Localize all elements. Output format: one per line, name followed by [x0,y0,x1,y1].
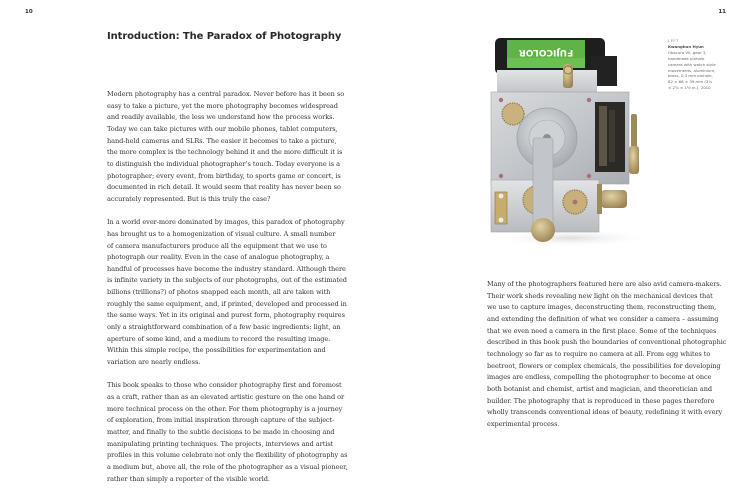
photo-caption [668,38,740,91]
text-line: manipulating printing techniques. The projects, interviews and artist [107,439,334,448]
text-line: Modern photography has a central paradox. Never before has it been so [107,90,345,98]
text-line: variation are nearly endless. [107,358,201,367]
text-line: is infinite variety in the subjects of our photographs, out of the estimated [107,276,347,285]
paragraph [107,89,347,206]
text-line: photographer; every event, from birthday, to sports game or concert, is [107,171,341,180]
caption-artist-name: Kwanghun Hyun [668,43,704,49]
page-number-right: 11 [718,9,726,15]
text-line: matter, and finally to the subtle decisions to be made in choosing and [107,428,335,436]
left-page [0,0,375,487]
text-line: handful of processes have become the industry standard. Although there [107,264,346,273]
text-line: photograph our reality. Even in the case of analogue photography, a [107,253,330,262]
caption-position-label: LEFT [668,38,679,43]
paragraph [107,380,347,485]
text-line: profiles in this volume celebrate not only the flexibility of photography as [107,451,348,460]
caption-line: handmade pinhole [668,55,705,61]
caption-line: brass, 0.3 mm pinhole, [668,73,713,79]
text-line: rather than simply a reporter of the visible world. [107,474,270,483]
chapter-title: Introduction: The Paradox of Photography [107,31,342,42]
caption-line: movements, aluminium, [668,67,716,73]
text-line: of exploration, from initial inspiration through capture of the subject- [107,416,335,425]
caption-line: camera with watch style [668,61,716,67]
text-line: easy to take a picture, yet the more photography becomes widespread [107,101,338,110]
film-label-text: FUJICOLOR [518,47,574,57]
caption-line: 82 × 66 × 39 mm (3¼ [668,79,713,85]
text-line: described in this book push the boundaries of conventional photographic [487,338,727,347]
text-line: accurately represented. But is this truly the case? [107,194,271,203]
text-line: Within this simple recipe, the possibilities for experimentation and [107,346,326,355]
text-line: Many of the photographers featured here are also avid camera-makers. [487,280,722,288]
text-line: billions (trillions?) of photos snapped each month, all are taken with [107,288,331,297]
text-line: that we even need a camera in the first place. Some of the techniques [487,326,717,335]
text-line: experimental process. [487,419,560,428]
text-line: has brought us to a homogenization of visual culture. A small number [107,229,336,238]
text-line: a medium but, above all, the role of the photographer as a visual pioneer, [107,462,348,471]
text-line: the same ways. Yet in its original and purest form, photography requires [107,311,345,320]
paragraph [487,279,727,431]
text-line: as a craft, rather than as an elevated artistic gesture on the one hand or [107,393,345,402]
caption-line: Obscura VII, gear 3, [668,49,707,55]
paragraph [107,217,347,369]
text-line: hand-held cameras and SLRs. The easier it becomes to take a picture, [107,136,337,145]
caption-line: × 2⅝ × 1½ in.), 2010 [668,85,711,91]
text-line: technology so far as to require no camera at all. From egg whites to [487,349,711,358]
text-line: images are endless, compelling the photographer to become at once [487,373,712,382]
text-line: roughly the same equipment, and, if printed, developed and processed in [107,299,347,308]
camera-photo [483,34,653,248]
crank-arm [533,138,553,230]
text-line: builder. The photography that is reproduced in these pages therefore [487,396,715,405]
text-line: we use to capture images, deconstructing them, reconstructing them, [487,303,717,312]
crank-knob [531,218,555,242]
text-line: aperture of some kind, and a medium to record the resulting image. [107,334,331,343]
text-line: mere technical process on the other. For them photography is a journey [107,404,343,413]
text-line: Today we can take pictures with our mobile phones, tablet computers, [107,124,338,133]
text-line: This book speaks to those who consider photography first and foremost [107,381,342,390]
text-line: only a straightforward combination of a few basic ingredients: light, an [107,323,341,332]
text-line: and readily available, the less we understand how the process works. [107,113,335,122]
text-line: wholly transcends conventional ideas of beauty, redefining it with every [487,408,723,417]
text-line: and extending the definition of what we consider a camera – assuming [487,314,719,323]
text-line: both botanist and chemist, artist and magician, and theoretician and [487,384,713,393]
text-line: In a world ever-more dominated by images, this paradox of photography [107,218,345,227]
text-line: of camera manufacturers produce all the equipment that we use to [107,241,327,250]
right-body-text [487,279,727,442]
text-line: Their work sheds revealing new light on the mechanical devices that [487,291,713,300]
text-line: the more complex is the technology behind it and the more difficult it is [107,148,343,157]
left-body-text [107,89,347,497]
text-line: to distinguish the individual photographer’s touch. Today everyone is a [107,159,340,168]
text-line: documented in rich detail. It would seem that reality has never been so [107,183,341,192]
page-number-left: 10 [25,9,33,15]
text-line: beetroot, flowers or complex chemicals, the possibilities for developing [487,361,721,370]
